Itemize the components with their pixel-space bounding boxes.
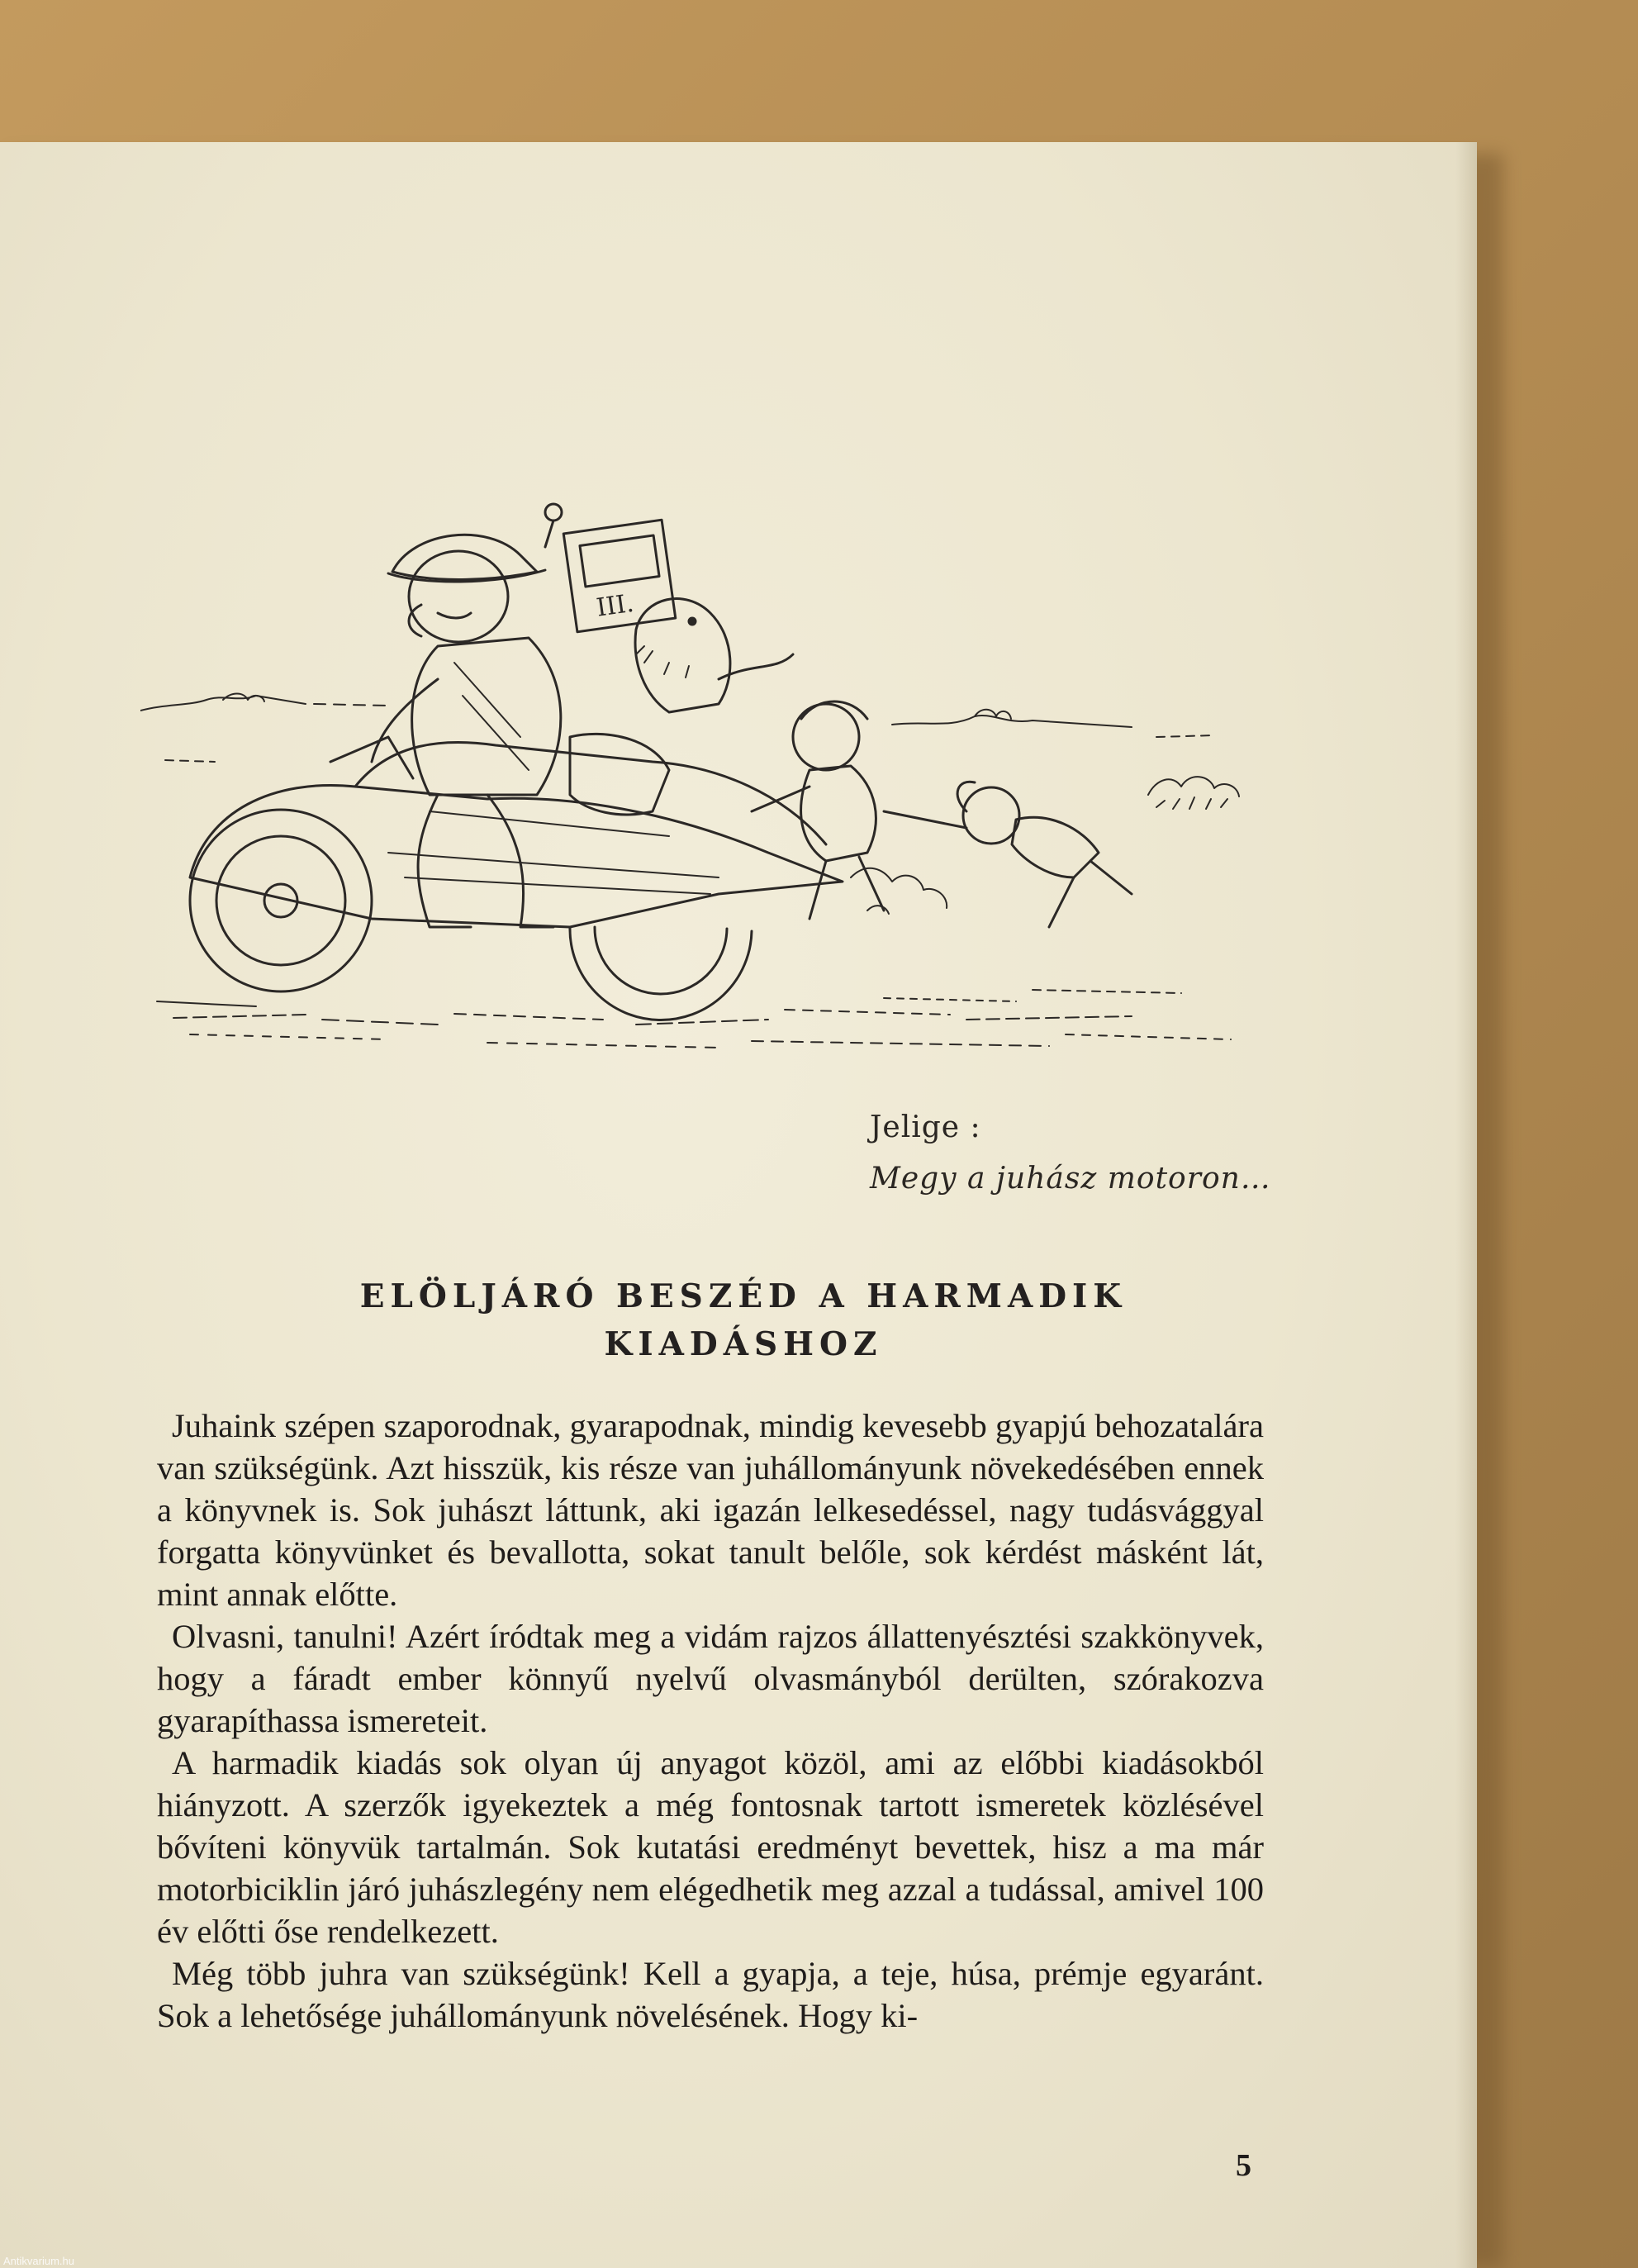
paragraph: Juhaink szépen szaporodnak, gyarapodnak, mindig kevesebb gyapjú behozatalára van szükségünk. Azt hisszük, kis része van juhállományunk növekedésében ennek a könyvnek is. Sok juhászt láttunk, aki igazán lelkesedéssel, nagy tudásvággyal forgatta könyvünket és bevallotta, sokat tanult belőle, sok kérdést másként lát, mint annak előtte. [157,1407,1264,1613]
paragraph: Még több juhra van szükségünk! Kell a gyapja, a teje, húsa, prémje egyaránt. Sok a lehetősége juhállományunk növelésének. Hogy ki- [157,1955,1264,2034]
svg-text:III.: III. [594,588,636,623]
page-edge [1455,142,1477,2268]
page-number: 5 [1236,2148,1251,2183]
paragraph: A harmadik kiadás sok olyan új anyagot közöl, ami az előbbi kiadásokból hiányzott. A szerzők igyekeztek a még fontosnak tartott ismeretek közlésével bővíteni könyvük tartalmán. Sok kutatási eredményt bevettek, hisz a ma már motorbiciklin járó juhászlegény nem elégedhetik meg azzal a tudással, amivel 100 év előtti őse rendelkezett. [157,1744,1264,1950]
chapter-heading [215,1272,1272,1368]
body-text [157,1405,1264,2037]
heading-line-2: KIADÁSHOZ [604,1325,883,1363]
book-page [0,142,1477,2268]
heading-line-1: ELÖLJÁRÓ BESZÉD A HARMADIK [359,1277,1128,1315]
caption-motto: Megy a juhász motoron… [870,1162,1271,1196]
caption-label: Jelige : [870,1110,981,1144]
paragraph: Olvasni, tanulni! Azért íródtak meg a vidám rajzos állattenyésztési szakkönyvek, hogy a fáradt ember könnyű nyelvű olvasmányból derülten, szórakozva gyarapíthassa ismereteit. [157,1618,1264,1739]
watermark: Antikvarium.hu [3,2255,74,2267]
motorcycle-shepherd-illustration [140,349,1247,1092]
